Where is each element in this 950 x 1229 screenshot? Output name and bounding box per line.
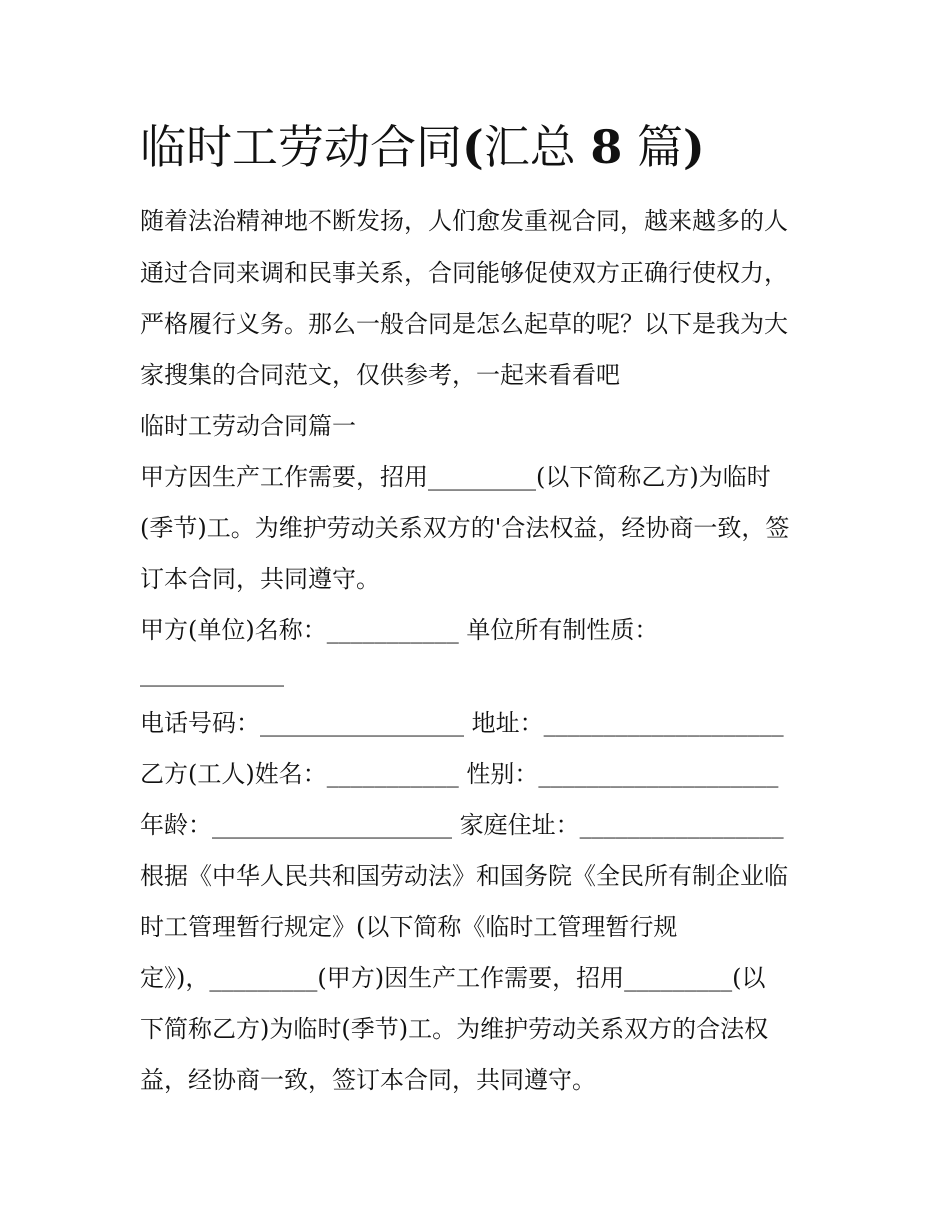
paragraph-line: 甲方因生产工作需要，招用_________(以下简称乙方)为临时 bbox=[140, 463, 771, 491]
title-number: 8 bbox=[590, 120, 623, 174]
paragraph-line: 时工管理暂行规定》(以下简称《临时工管理暂行规 bbox=[140, 913, 678, 941]
form-field-line: 电话号码：_________________ 地址：____________________ bbox=[140, 709, 784, 737]
document-title bbox=[140, 112, 705, 182]
paragraph-line: 下简称乙方)为临时(季节)工。为维护劳动关系双方的合法权 bbox=[140, 1015, 769, 1043]
form-field-line: 甲方(单位)名称：___________ 单位所有制性质： bbox=[140, 616, 659, 644]
title-open-paren: ( bbox=[462, 120, 484, 174]
intro-line: 严格履行义务。那么一般合同是怎么起草的呢？以下是我为大 bbox=[140, 310, 788, 338]
intro-line: 随着法治精神地不断发扬，人们愈发重视合同，越来越多的人 bbox=[140, 207, 788, 235]
paragraph-line: 益，经协商一致，签订本合同，共同遵守。 bbox=[140, 1066, 596, 1094]
paragraph-line: (季节)工。为维护劳动关系双方的'合法权益，经协商一致，签 bbox=[140, 514, 790, 542]
intro-line: 通过合同来调和民事关系，合同能够促使双方正确行使权力， bbox=[140, 259, 788, 287]
paragraph-line: 定》)，_________(甲方)因生产工作需要，招用_________(以 bbox=[140, 964, 766, 992]
title-mid: 汇总 bbox=[483, 120, 591, 174]
form-field-line: 乙方(工人)姓名：___________ 性别：____________________ bbox=[140, 760, 779, 788]
title-prefix: 临时工劳动合同 bbox=[140, 120, 462, 174]
title-close-paren: ) bbox=[683, 120, 705, 174]
form-field-line: 年龄：____________________ 家庭住址：_________________ bbox=[140, 811, 784, 839]
paragraph-line: 根据《中华人民共和国劳动法》和国务院《全民所有制企业临 bbox=[140, 862, 788, 890]
section-heading: 临时工劳动合同篇一 bbox=[140, 412, 356, 440]
paragraph-line: 订本合同，共同遵守。 bbox=[140, 565, 380, 593]
intro-line: 家搜集的合同范文，仅供参考，一起来看看吧 bbox=[140, 361, 620, 389]
title-suffix: 篇 bbox=[622, 120, 684, 174]
form-field-line: ____________ bbox=[140, 659, 284, 687]
